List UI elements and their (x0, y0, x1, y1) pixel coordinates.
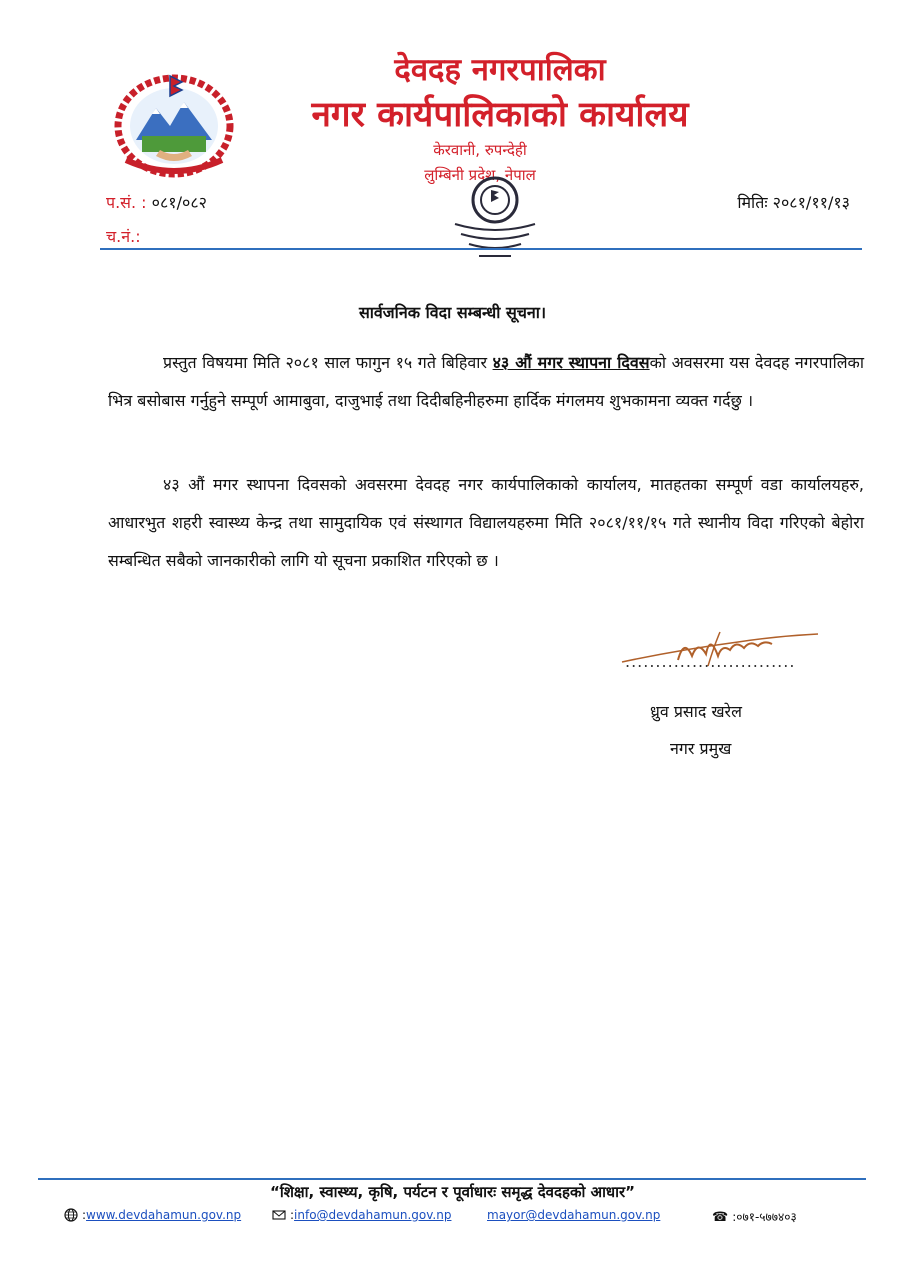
signature-line: ............................ (625, 652, 796, 671)
globe-icon (64, 1208, 78, 1222)
p1-highlight: ४३ औं मगर स्थापना दिवस (492, 353, 650, 372)
footer-email-mayor (487, 1208, 660, 1222)
notice-paragraph-1 (108, 344, 864, 420)
notice-subject: सार्वजनिक विदा सम्बन्धी सूचना। (358, 303, 547, 322)
mail-icon (272, 1208, 286, 1222)
ref-value: ०८१/०८२ (151, 193, 207, 212)
signatory-name: ध्रुव प्रसाद खरेल (650, 702, 742, 721)
p1-text-end: को अवसरमा यस देवदह नगरपालिका भित्र बसोबास गर्नुहुने सम्पूर्ण आमाबुवा, दाजुभाई तथा दिदीबहिनीहरुमा हार्दिक मंगलमय शुभकामना व्यक्त गर्दछु । (108, 353, 864, 410)
address-line-2: लुम्बिनी प्रदेश, नेपाल (424, 166, 536, 184)
footer-phone (712, 1208, 797, 1225)
p1-text-start: प्रस्तुत विषयमा मिति २०८१ साल फागुन १५ गते बिहिवार (163, 353, 493, 372)
signatory-post: नगर प्रमुख (670, 739, 732, 758)
footer-motto: “शिक्षा, स्वास्थ्य, कृषि, पर्यटन र पूर्वाधारः समृद्ध देवदहको आधार” (269, 1183, 636, 1201)
website-prefix: : (82, 1208, 87, 1222)
office-stamp-icon (445, 172, 545, 272)
date-label: मितिः (737, 193, 768, 212)
footer-email-info (272, 1208, 451, 1222)
email-prefix: : (290, 1208, 295, 1222)
date (737, 191, 850, 213)
office-name: नगर कार्यपालिकाको कार्यालय (311, 95, 689, 135)
notice-paragraph-2 (108, 466, 864, 580)
email-mayor-link[interactable]: mayor@devdahamun.gov.np (487, 1208, 661, 1222)
p2-text: ४३ औं मगर स्थापना दिवसको अवसरमा देवदह नगर कार्यपालिकाको कार्यालय, मातहतका सम्पूर्ण वडा कार्यालयहरु, आधारभुत शहरी स्वास्थ्य केन्द्र तथा सामुदायिक एवं संस्थागत विद्यालयहरुमा मिति २०८१/११/१५ गते स्थानीय विदा गरिएको बेहोरा सम्बन्धित सबैको जानकारीको लागि यो सूचना प्रकाशित गरिएको छ । (108, 475, 864, 570)
website-link[interactable]: www.devdahamun.gov.np (86, 1208, 242, 1222)
email-info-link[interactable]: info@devdahamun.gov.np (294, 1208, 452, 1222)
phone-number: ०७१-५७७४०३ (736, 1210, 797, 1224)
government-emblem-icon (112, 70, 236, 178)
telephone-icon: ☎ (712, 1209, 729, 1225)
address-line-1: केरवानी, रुपन्देही (433, 141, 527, 159)
ref-label: प.सं. : (106, 193, 147, 212)
date-value: २०८१/११/१३ (772, 193, 850, 212)
chalani-number-label: च.नं.: (106, 227, 141, 246)
reference-number (106, 191, 207, 213)
header-divider (100, 248, 862, 250)
phone-prefix: : (732, 1209, 737, 1224)
footer-divider (38, 1178, 866, 1180)
municipality-name: देवदह नगरपालिका (394, 52, 606, 88)
footer-website (64, 1208, 241, 1222)
